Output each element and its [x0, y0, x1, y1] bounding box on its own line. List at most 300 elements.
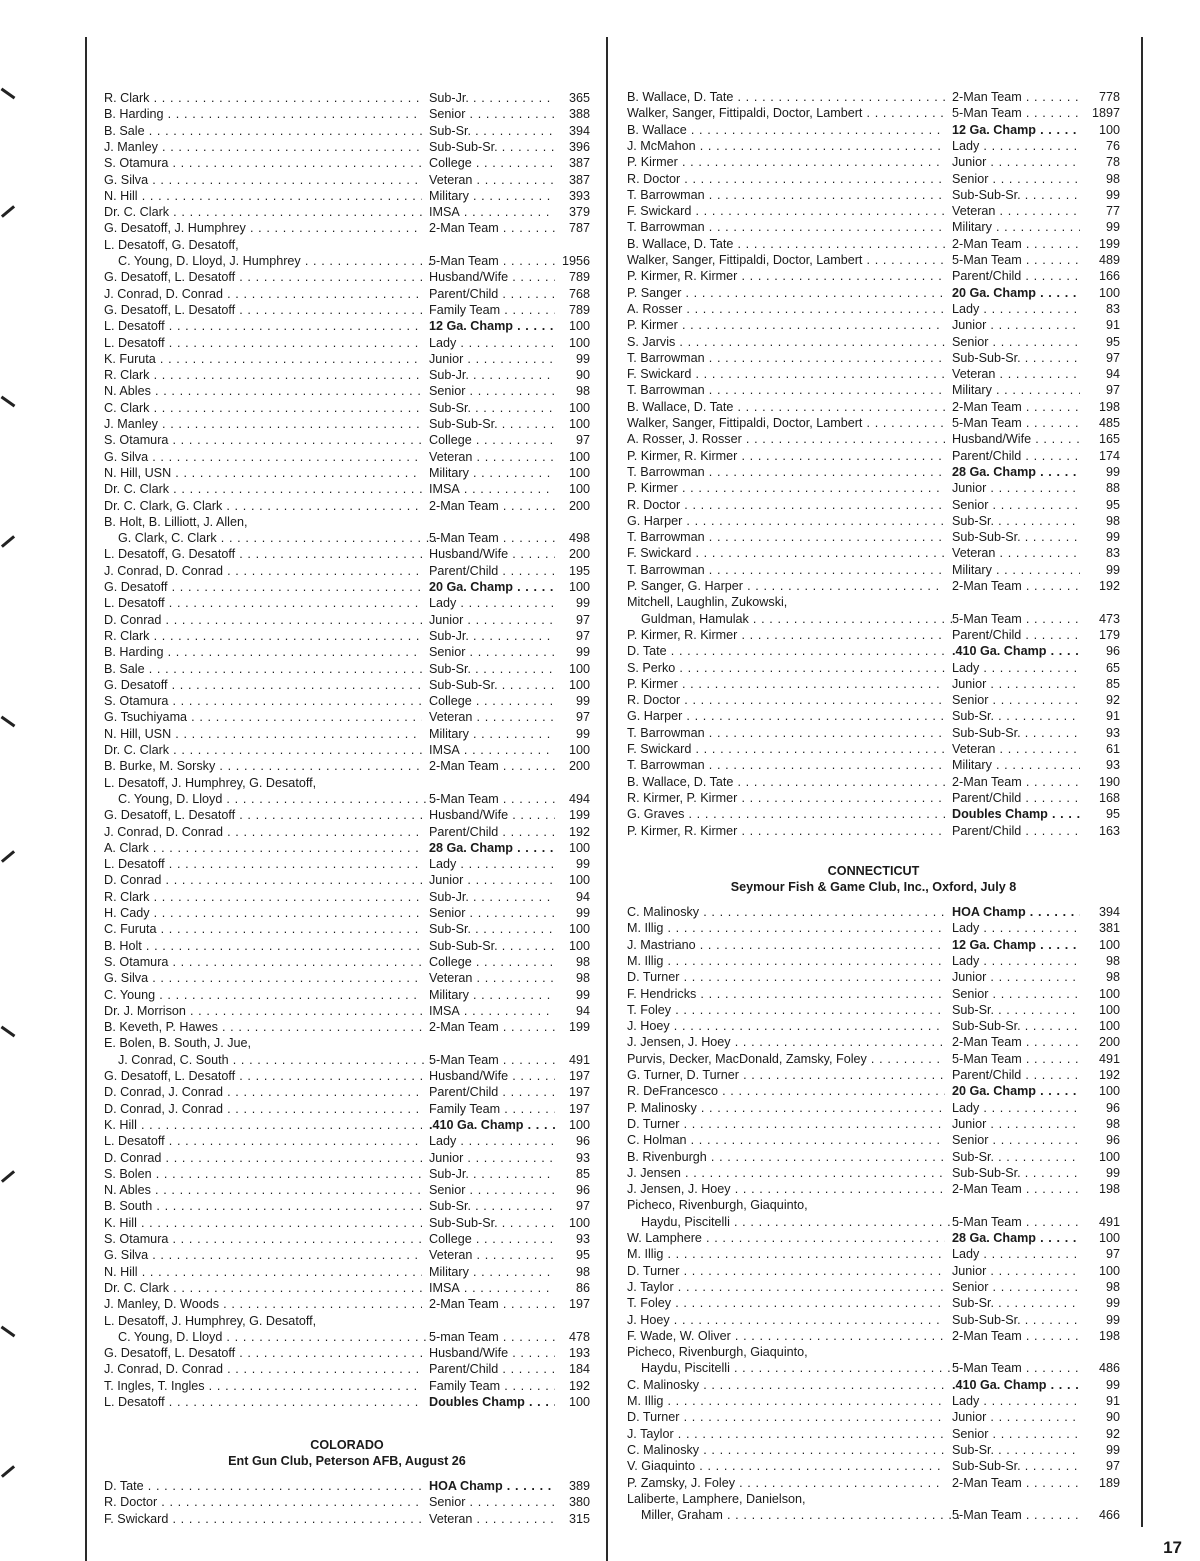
score: 100 — [568, 661, 590, 676]
shooter-name: Miller, Graham . . . — [627, 1507, 959, 1523]
shooter-name: M. Illig . . . — [627, 1393, 945, 1409]
event-class: Junior . . . — [952, 1116, 1080, 1132]
event-class: Sub-Sr. . . . — [952, 1442, 1080, 1458]
result-row — [627, 1165, 1120, 1181]
result-row — [627, 154, 1120, 170]
event-class: 5-Man Team . . . — [952, 611, 1080, 627]
score: 93 — [575, 1150, 590, 1165]
event-class: Sub-Sub-Sr. . . . — [952, 187, 1080, 203]
result-row — [627, 1149, 1120, 1165]
score: 99 — [1105, 1165, 1120, 1180]
score: 198 — [1098, 1182, 1120, 1197]
event-class: College . . . — [429, 954, 555, 970]
shooter-name: G. Turner, D. Turner . . . — [627, 1067, 945, 1083]
event-class: Veteran . . . — [952, 366, 1080, 382]
shooter-name: T. Foley . . . — [627, 1002, 945, 1018]
shooter-name: J. Conrad, D. Conrad . . . — [104, 286, 422, 302]
result-row — [104, 318, 590, 334]
result-row — [627, 1393, 1120, 1409]
shooter-name: T. Barrowman . . . — [627, 464, 945, 480]
score: 91 — [1105, 318, 1120, 333]
score: 179 — [1098, 627, 1120, 642]
result-row — [627, 1377, 1120, 1393]
score: 91 — [1105, 1394, 1120, 1408]
score: 189 — [1098, 1475, 1120, 1490]
shooter-name: J. Manley, D. Woods . . . — [104, 1296, 422, 1312]
result-row — [627, 1442, 1120, 1458]
event-class: 28 Ga. Champ . . . — [429, 840, 555, 856]
shooter-name: D. Conrad . . . — [104, 1150, 422, 1166]
score: 100 — [1098, 122, 1120, 137]
result-row — [627, 1246, 1120, 1262]
score: 315 — [568, 1511, 590, 1526]
result-row — [104, 139, 590, 155]
event-class: Military . . . — [952, 219, 1080, 235]
shooter-name: S. Jarvis . . . — [627, 334, 945, 350]
result-row — [104, 530, 590, 546]
event-class: Veteran . . . — [952, 741, 1080, 757]
result-row — [627, 1263, 1120, 1279]
shooter-name: P. Kirmer . . . — [627, 480, 945, 496]
score: 99 — [575, 645, 590, 660]
event-class: Sub-Sub-Sr. . . . — [429, 416, 555, 432]
score: 100 — [568, 449, 590, 464]
shooter-name: C. Young . . . — [104, 987, 422, 1003]
score: 96 — [575, 1183, 590, 1198]
result-row — [104, 1231, 590, 1247]
score: 100 — [568, 840, 590, 855]
event-class: Lady . . . — [952, 138, 1080, 154]
event-class: Sub-Sr. . . . — [952, 1149, 1080, 1165]
shooter-name: M. Illig . . . — [627, 1246, 945, 1262]
result-row — [104, 253, 590, 269]
score: 76 — [1105, 138, 1120, 153]
shooter-name: B. Sale . . . — [104, 123, 422, 139]
result-row — [627, 1214, 1120, 1230]
result-row — [104, 758, 590, 774]
result-row — [627, 1279, 1120, 1295]
score: 197 — [568, 1101, 590, 1116]
score: 396 — [568, 139, 590, 154]
event-class: 20 Ga. Champ . . . — [952, 285, 1080, 301]
result-row — [104, 1378, 590, 1394]
shooter-name: T. Barrowman . . . — [627, 725, 945, 741]
event-class: Lady . . . — [952, 1100, 1080, 1116]
shooter-name: B. Keveth, P. Hawes . . . — [104, 1019, 422, 1035]
shooter-name: B. Holt . . . — [104, 938, 422, 954]
score: 494 — [568, 791, 590, 806]
score: 100 — [568, 1117, 590, 1132]
shooter-name: K. Hill . . . — [104, 1117, 422, 1133]
shooter-name: G. Tsuchiyama . . . — [104, 709, 422, 725]
result-row — [104, 269, 590, 285]
result-row — [627, 497, 1120, 513]
shooter-name: P. Kirmer . . . — [627, 676, 945, 692]
score: 199 — [1098, 236, 1120, 251]
event-class: 2-Man Team . . . — [952, 1181, 1080, 1197]
score: 99 — [575, 857, 590, 872]
score: 95 — [1105, 497, 1120, 512]
score: 478 — [568, 1329, 590, 1344]
result-row — [627, 1132, 1120, 1148]
result-row — [104, 1280, 590, 1296]
shooter-name: R. Clark . . . — [104, 367, 422, 383]
shooter-name: T. Barrowman . . . — [627, 382, 945, 398]
event-class: .410 Ga. Champ . . . — [952, 1377, 1080, 1393]
event-class: 5-Man Team . . . — [952, 415, 1080, 431]
result-row — [104, 514, 590, 530]
result-row — [627, 317, 1120, 333]
score: 491 — [568, 1052, 590, 1067]
event-class: Military . . . — [429, 1264, 555, 1280]
score: 99 — [575, 694, 590, 709]
score: 100 — [568, 319, 590, 334]
result-row — [627, 1230, 1120, 1246]
score: 88 — [1105, 481, 1120, 496]
event-class: Sub-Jr. . . . — [429, 367, 555, 383]
result-row — [104, 742, 590, 758]
shooter-name: Dr. C. Clark . . . — [104, 204, 422, 220]
result-row — [627, 823, 1120, 839]
event-class: Military . . . — [952, 562, 1080, 578]
shooter-name: B. Holt, B. Lilliott, J. Allen, — [104, 514, 248, 529]
result-row — [104, 938, 590, 954]
shooter-name: T. Barrowman . . . — [627, 529, 945, 545]
result-row — [627, 203, 1120, 219]
score: 200 — [568, 498, 590, 513]
shooter-name: Haydu, Piscitelli . . . — [627, 1214, 959, 1230]
score: 100 — [568, 482, 590, 497]
shooter-name: B. Harding . . . — [104, 644, 422, 660]
score: 99 — [1105, 220, 1120, 235]
event-class: Sub-Jr. . . . — [429, 1166, 555, 1182]
score: 166 — [1098, 269, 1120, 284]
shooter-name: G. Desatoff, L. Desatoff . . . — [104, 1345, 422, 1361]
result-row — [104, 481, 590, 497]
shooter-name: S. Perko . . . — [627, 660, 945, 676]
shooter-name: Laliberte, Lamphere, Danielson, — [627, 1491, 806, 1506]
shooter-name: G. Silva . . . — [104, 172, 422, 188]
shooter-name: R. DeFrancesco . . . — [627, 1083, 945, 1099]
score: 97 — [1105, 1247, 1120, 1262]
event-class: IMSA . . . — [429, 1280, 555, 1296]
event-class: Sub-Sub-Sr. . . . — [952, 529, 1080, 545]
result-row — [104, 1511, 590, 1527]
result-row — [104, 449, 590, 465]
result-row — [104, 432, 590, 448]
event-class: Military . . . — [952, 382, 1080, 398]
event-class: Lady . . . — [429, 335, 555, 351]
score: 192 — [1098, 1068, 1120, 1082]
event-class: Lady . . . — [952, 1393, 1080, 1409]
shooter-name: B. Wallace . . . — [627, 122, 945, 138]
shooter-name: C. Malinosky . . . — [627, 1377, 945, 1393]
event-class: Senior . . . — [952, 692, 1080, 708]
result-row — [627, 285, 1120, 301]
score: 90 — [1105, 1410, 1120, 1425]
event-class: HOA Champ . . . — [952, 904, 1080, 920]
result-row — [104, 1150, 590, 1166]
event-class: IMSA . . . — [429, 204, 555, 220]
result-row — [104, 106, 590, 122]
shooter-name: T. Barrowman . . . — [627, 219, 945, 235]
shooter-name: G. Desatoff, L. Desatoff . . . — [104, 807, 422, 823]
score: 83 — [1105, 301, 1120, 316]
shooter-name: E. Bolen, B. South, J. Jue, — [104, 1036, 252, 1051]
result-row — [627, 627, 1120, 643]
score: 93 — [1105, 758, 1120, 773]
result-row — [104, 1247, 590, 1263]
shooter-name: P. Kirmer, R. Kirmer . . . — [627, 268, 945, 284]
event-class: Husband/Wife . . . — [429, 1068, 555, 1084]
shooter-name: G. Desatoff, L. Desatoff . . . — [104, 302, 422, 318]
score: 90 — [575, 368, 590, 383]
event-class: Husband/Wife . . . — [429, 807, 555, 823]
event-class: Husband/Wife . . . — [952, 431, 1080, 447]
score: 99 — [1105, 187, 1120, 202]
score: 93 — [575, 1232, 590, 1246]
score: 100 — [1098, 1231, 1120, 1245]
event-class: Military . . . — [429, 465, 555, 481]
shooter-name: J. McMahon . . . — [627, 138, 945, 154]
score: 100 — [568, 465, 590, 480]
shooter-name: Dr. C. Clark . . . — [104, 481, 422, 497]
result-row — [627, 562, 1120, 578]
result-row — [104, 1296, 590, 1312]
shooter-name: J. Manley . . . — [104, 416, 422, 432]
result-row — [627, 89, 1120, 105]
result-row — [104, 286, 590, 302]
score: 100 — [568, 743, 590, 757]
event-class: Sub-Sub-Sr. . . . — [952, 1458, 1080, 1474]
score: 96 — [1105, 1100, 1120, 1115]
score: 98 — [575, 384, 590, 399]
event-class: 12 Ga. Champ . . . — [952, 937, 1080, 953]
score: 94 — [575, 889, 590, 904]
event-class: Sub-Sub-Sr. . . . — [429, 677, 555, 693]
shooter-name: Guldman, Hamulak . . . — [627, 611, 959, 627]
shooter-name: B. Rivenburgh . . . — [627, 1149, 945, 1165]
result-row — [627, 301, 1120, 317]
result-row — [627, 1426, 1120, 1442]
result-row — [627, 643, 1120, 659]
result-row — [104, 155, 590, 171]
event-class: Junior . . . — [429, 612, 555, 628]
shooter-name: K. Furuta . . . — [104, 351, 422, 367]
event-class: Junior . . . — [952, 480, 1080, 496]
shooter-name: L. Desatoff . . . — [104, 1133, 422, 1149]
score: 98 — [575, 971, 590, 986]
page-number: 17 — [1163, 1538, 1182, 1557]
result-row — [627, 725, 1120, 741]
result-row — [104, 954, 590, 970]
score: 199 — [568, 1020, 590, 1035]
event-class: Veteran . . . — [429, 172, 555, 188]
result-row — [104, 579, 590, 595]
shooter-name: Dr. J. Morrison . . . — [104, 1003, 422, 1019]
score: 61 — [1105, 742, 1120, 756]
result-row — [104, 188, 590, 204]
event-class: 2-Man Team . . . — [952, 1034, 1080, 1050]
shooter-name: L. Desatoff, J. Humphrey, G. Desatoff, — [104, 775, 317, 790]
event-class: 5-Man Team . . . — [952, 1360, 1080, 1376]
event-class: College . . . — [429, 1231, 555, 1247]
result-row — [104, 1035, 590, 1051]
shooter-name: S. Bolen . . . — [104, 1166, 422, 1182]
result-row — [627, 1491, 1120, 1507]
event-class: IMSA . . . — [429, 1003, 555, 1019]
result-row — [104, 970, 590, 986]
shooter-name: B. Burke, M. Sorsky . . . — [104, 758, 422, 774]
event-class: Sub-Sr. . . . — [952, 513, 1080, 529]
shooter-name: C. Young, D. Lloyd . . . — [104, 1329, 436, 1345]
colorado-club-heading: Ent Gun Club, Peterson AFB, August 26 — [228, 1454, 466, 1468]
event-class: Military . . . — [952, 757, 1080, 773]
result-row — [104, 302, 590, 318]
result-row — [104, 1117, 590, 1133]
score: 168 — [1098, 790, 1120, 805]
score: 98 — [1105, 171, 1120, 186]
score: 95 — [575, 1248, 590, 1263]
shooter-name: N. Hill . . . — [104, 188, 422, 204]
score: 778 — [1098, 90, 1120, 104]
result-row — [627, 1328, 1120, 1344]
result-row — [104, 172, 590, 188]
shooter-name: G. Desatoff . . . — [104, 677, 422, 693]
shooter-name: J. Jensen . . . — [627, 1165, 945, 1181]
result-row — [104, 351, 590, 367]
result-row — [627, 334, 1120, 350]
shooter-name: C. Malinosky . . . — [627, 1442, 945, 1458]
result-row — [104, 416, 590, 432]
result-row — [627, 382, 1120, 398]
result-row — [104, 1198, 590, 1214]
result-row — [104, 644, 590, 660]
event-class: Sub-Jr. . . . — [429, 90, 555, 106]
shooter-name: Haydu, Piscitelli . . . — [627, 1360, 959, 1376]
score: 97 — [1105, 1459, 1120, 1474]
result-row — [627, 757, 1120, 773]
event-class: Sub-Sr. . . . — [429, 400, 555, 416]
score: 379 — [568, 205, 590, 220]
shooter-name: L. Desatoff, J. Humphrey, G. Desatoff, — [104, 1313, 317, 1328]
score: 388 — [568, 107, 590, 122]
score: 96 — [1105, 644, 1120, 659]
result-row — [627, 708, 1120, 724]
score: 93 — [1105, 725, 1120, 740]
right-margin-rule — [1141, 37, 1143, 1527]
score: 498 — [568, 531, 590, 546]
event-class: Sub-Sr. . . . — [952, 1002, 1080, 1018]
connecticut-club-heading: Seymour Fish & Game Club, Inc., Oxford, July 8 — [730, 880, 1017, 894]
event-class: HOA Champ . . . — [429, 1478, 555, 1494]
shooter-name: T. Barrowman . . . — [627, 757, 945, 773]
shooter-name: L. Desatoff . . . — [104, 335, 422, 351]
score: 99 — [1105, 1296, 1120, 1311]
event-class: 2-Man Team . . . — [429, 1019, 555, 1035]
score: 787 — [568, 221, 590, 236]
result-row — [104, 237, 590, 253]
shooter-name: T. Ingles, T. Ingles . . . — [104, 1378, 422, 1394]
result-row — [627, 415, 1120, 431]
shooter-name: L. Desatoff, G. Desatoff . . . — [104, 546, 422, 562]
result-row — [104, 824, 590, 840]
result-row — [104, 612, 590, 628]
result-row — [627, 1116, 1120, 1132]
score: 98 — [575, 1264, 590, 1279]
event-class: IMSA . . . — [429, 481, 555, 497]
score: 99 — [1105, 1442, 1120, 1457]
event-class: 5-Man Team . . . — [952, 1051, 1080, 1067]
result-row — [627, 1181, 1120, 1197]
result-row — [104, 1313, 590, 1329]
event-class: Husband/Wife . . . — [429, 269, 555, 285]
event-class: Parent/Child . . . — [429, 1084, 555, 1100]
event-class: Military . . . — [429, 188, 555, 204]
shooter-name: G. Clark, C. Clark . . . — [104, 530, 436, 546]
event-class: Veteran . . . — [952, 545, 1080, 561]
shooter-name: G. Desatoff, L. Desatoff . . . — [104, 269, 422, 285]
score: 97 — [575, 612, 590, 627]
event-class: College . . . — [429, 432, 555, 448]
score: 99 — [1105, 464, 1120, 479]
event-class: Senior . . . — [429, 106, 555, 122]
score: 100 — [568, 400, 590, 415]
score: 95 — [1105, 807, 1120, 822]
score: 184 — [568, 1362, 590, 1377]
result-row — [104, 807, 590, 823]
shooter-name: P. Sanger . . . — [627, 285, 945, 301]
score: 100 — [568, 335, 590, 350]
event-class: 5-Man Team . . . — [952, 105, 1080, 121]
shooter-name: J. Jensen, J. Hoey . . . — [627, 1034, 945, 1050]
score: 197 — [568, 1069, 590, 1083]
event-class: Junior . . . — [429, 351, 555, 367]
result-row — [627, 1458, 1120, 1474]
event-class: 5-Man Team . . . — [429, 1052, 555, 1068]
shooter-name: J. Manley . . . — [104, 139, 422, 155]
shooter-name: J. Mastriano . . . — [627, 937, 945, 953]
event-class: Doubles Champ . . . — [429, 1394, 555, 1410]
event-class: 2-Man Team . . . — [952, 89, 1080, 105]
score: 100 — [1098, 285, 1120, 300]
result-row — [104, 367, 590, 383]
event-class: Parent/Child . . . — [952, 627, 1080, 643]
event-class: 2-Man Team . . . — [952, 399, 1080, 415]
shooter-name: P. Kirmer . . . — [627, 154, 945, 170]
event-class: Senior . . . — [952, 1132, 1080, 1148]
score: 96 — [575, 1134, 590, 1149]
score: 77 — [1105, 204, 1120, 219]
shooter-name: Purvis, Decker, MacDonald, Zamsky, Foley . . . — [627, 1051, 945, 1067]
shooter-name: G. Desatoff, L. Desatoff . . . — [104, 1068, 422, 1084]
result-row — [627, 366, 1120, 382]
shooter-name: B. Harding . . . — [104, 106, 422, 122]
result-row — [104, 335, 590, 351]
score: 100 — [1098, 937, 1120, 952]
shooter-name: Dr. C. Clark . . . — [104, 742, 422, 758]
result-row — [627, 806, 1120, 822]
score: 789 — [568, 270, 590, 285]
event-class: 20 Ga. Champ . . . — [429, 579, 555, 595]
score: 768 — [568, 286, 590, 301]
shooter-name: S. Otamura . . . — [104, 693, 422, 709]
event-class: Sub-Sr. . . . — [429, 921, 555, 937]
event-class: Veteran . . . — [429, 1511, 555, 1527]
event-class: Sub-Sr. . . . — [952, 1295, 1080, 1311]
result-row — [104, 856, 590, 872]
event-class: Senior . . . — [429, 905, 555, 921]
